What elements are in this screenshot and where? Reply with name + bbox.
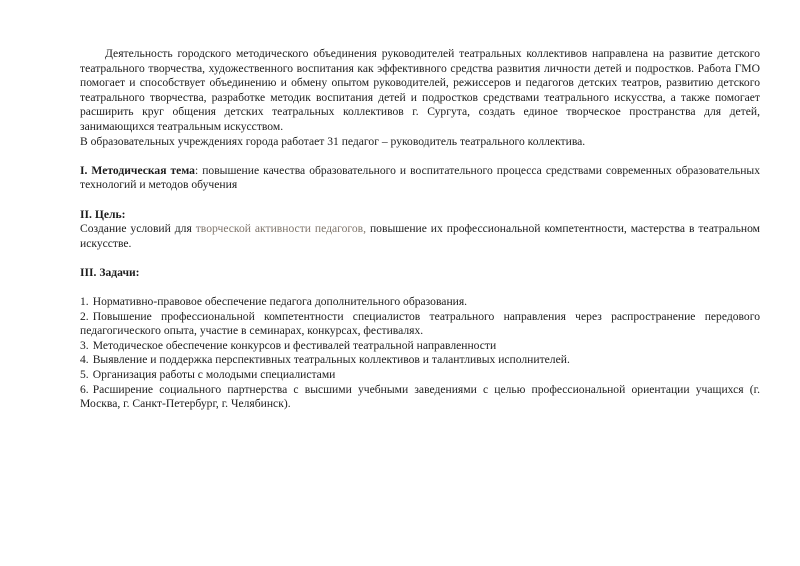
task-item-number: 2. bbox=[80, 309, 89, 323]
blank-line bbox=[80, 281, 760, 296]
goal-text-muted: творческой активности педагогов, bbox=[195, 222, 367, 236]
section-method-theme bbox=[80, 164, 760, 193]
goal-heading bbox=[80, 208, 760, 223]
task-item bbox=[80, 310, 760, 339]
method-theme-separator: : bbox=[194, 163, 203, 177]
task-item bbox=[80, 368, 760, 383]
tasks-heading bbox=[80, 266, 760, 281]
task-item-number: 4. bbox=[80, 353, 89, 367]
task-item bbox=[80, 383, 760, 412]
goal-text-normal-2: повышение их профессиональной компетентности, мастерства в театральном искусстве. bbox=[80, 222, 760, 250]
goal-paragraph bbox=[80, 222, 760, 251]
tasks-heading-text: III. Задачи: bbox=[80, 265, 140, 279]
task-item bbox=[80, 353, 760, 368]
method-theme-heading: I. Методическая тема bbox=[80, 163, 195, 177]
task-item-text: Методическое обеспечение конкурсов и фестивалей театральной направленности bbox=[92, 338, 497, 352]
goal-text-normal-1: Создание условий для bbox=[80, 222, 196, 236]
blank-line bbox=[80, 193, 760, 208]
method-theme-body: повышение качества образовательного и воспитательного процесса средствами современных образовательных технологий и методов обучения bbox=[80, 163, 760, 192]
task-item-text: Выявление и поддержка перспективных театральных коллективов и талантливых исполнителей. bbox=[92, 353, 570, 367]
blank-line bbox=[80, 251, 760, 266]
intro-paragraph: Деятельность городского методического объединения руководителей театральных коллективов направлена на развитие детского театрального творчества, художественного воспитания как эффективного средства развития личности детей и подростков. Работа ГМО помогает и способствует объединению и обмену опытом руководителей, режиссеров и педагогов детских театров, развитию детского театрального творчества, разработке методик воспитания детей и подростков средствами театрального искусства, а также помогает расширить круг общения детских театральных коллективов г. Сургута, создать единое творческое пространства для детей, занимающихся театральным искусством. bbox=[80, 47, 760, 133]
task-item-text: Повышение профессиональной компетентности специалистов театрального направления через распространение передового педагогического опыта, участие в семинарах, конкурсах, фестивалях. bbox=[80, 309, 760, 338]
task-item-number: 6. bbox=[80, 382, 89, 396]
task-item bbox=[80, 295, 760, 310]
task-item-text: Нормативно-правовое обеспечение педагога дополнительного образования. bbox=[92, 295, 468, 309]
task-item-number: 1. bbox=[80, 295, 89, 309]
blank-line bbox=[80, 149, 760, 164]
task-item-number: 3. bbox=[80, 338, 89, 352]
task-item-number: 5. bbox=[80, 368, 89, 382]
task-item bbox=[80, 339, 760, 354]
task-item-text: Организация работы с молодыми специалистами bbox=[92, 368, 336, 382]
stats-line: В образовательных учреждениях города работает 31 педагог – руководитель театрального коллектива. bbox=[80, 134, 586, 148]
task-item-text: Расширение социального партнерства с высшими учебными заведениями с целью профессиональной ориентации учащихся (г. Москва, г. Санкт-Петербург, г. Челябинск). bbox=[80, 382, 760, 411]
goal-heading-text: II. Цель: bbox=[80, 207, 126, 221]
